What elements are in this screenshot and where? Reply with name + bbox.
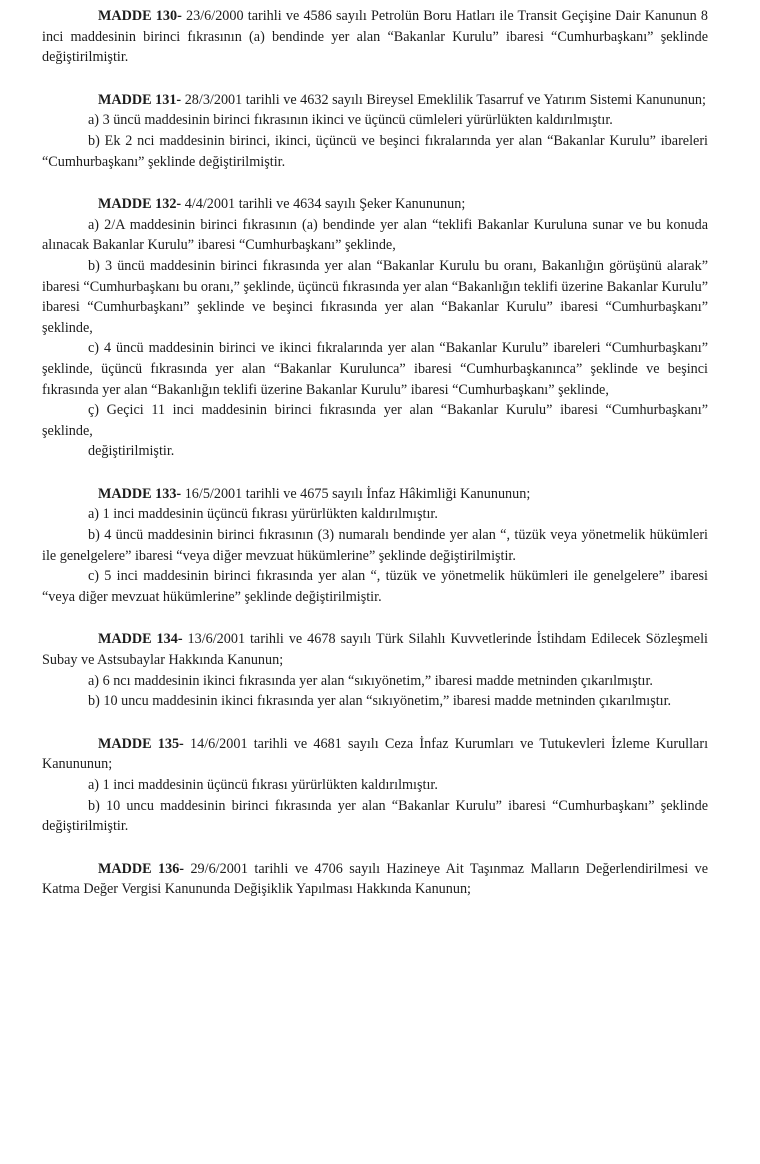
article-clause: b) 10 uncu maddesinin ikinci fıkrasında yer alan “sıkıyönetim,” ibaresi madde metninden çıkarılmıştır. xyxy=(88,693,672,710)
article-label: MADDE 135- xyxy=(98,735,184,752)
article-135 xyxy=(42,734,708,837)
article-intro-text: 28/3/2001 tarihli ve 4632 sayılı Bireysel Emeklilik Tasarruf ve Yatırım Sistemi Kanununun; xyxy=(184,91,706,108)
article-130 xyxy=(42,6,708,68)
article-clause: c) 4 üncü maddesinin birinci ve ikinci fıkralarında yer alan “Bakanlar Kurulu” ibareleri “Cumhurbaşkanı” şeklinde, üçüncü fıkrasında yer alan “Bakanlar Kurulunca” ibaresi “Cumhurbaşkanınca” şeklinde ve beşinci fıkrasında yer alan “Bakanlığın teklifi üzerine Bakanlar Kurulu” ibaresi “Cumhurbaşkanı” şeklinde, xyxy=(42,340,708,398)
article-intro-text: 13/6/2001 tarihli ve 4678 sayılı Türk Silahlı Kuvvetlerinde İstihdam Edilecek Sözleşmeli Subay ve Astsubaylar Hakkında Kanunun; xyxy=(42,631,708,669)
article-clause: değiştirilmiştir. xyxy=(88,443,175,460)
article-clause: ç) Geçici 11 inci maddesinin birinci fıkrasında yer alan “Bakanlar Kurulu” ibaresi “Cumhurbaşkanı” şeklinde, xyxy=(42,402,708,439)
article-clause: a) 3 üncü maddesinin birinci fıkrasının ikinci ve üçüncü cümleleri yürürlükten kaldırılmıştır. xyxy=(88,112,613,129)
article-label: MADDE 132- xyxy=(98,196,182,213)
article-intro-text: 29/6/2001 tarihli ve 4706 sayılı Hazineye Ait Taşınmaz Malların Değerlendirilmesi ve Katma Değer Vergisi Kanununda Değişiklik Yapılması Hakkında Kanunun; xyxy=(42,860,708,898)
article-intro-paragraph xyxy=(42,484,708,505)
article-clause: a) 1 inci maddesinin üçüncü fıkrası yürürlükten kaldırılmıştır. xyxy=(88,777,438,793)
article-intro-paragraph xyxy=(42,6,708,68)
article-intro-paragraph xyxy=(42,194,708,215)
article-clause: a) 1 inci maddesinin üçüncü fıkrası yürürlükten kaldırılmıştır. xyxy=(88,506,438,523)
article-132 xyxy=(42,194,708,462)
article-131 xyxy=(42,90,708,172)
article-clause: b) Ek 2 nci maddesinin birinci, ikinci, üçüncü ve beşinci fıkralarında yer alan “Bakanlar Kurulu” ibareleri “Cumhurbaşkanı” şeklinde değiştirilmiştir. xyxy=(42,132,708,170)
article-label: MADDE 130- xyxy=(98,8,182,24)
article-intro-text: 16/5/2001 tarihli ve 4675 sayılı İnfaz Hâkimliği Kanununun; xyxy=(184,485,531,502)
article-intro-paragraph xyxy=(42,734,708,775)
article-intro-paragraph xyxy=(42,629,708,670)
article-clause: c) 5 inci maddesinin birinci fıkrasında yer alan “, tüzük ve yönetmelik hükümleri ile genelgelere” ibaresi “veya diğer mevzuat hükümlerine” şeklinde değiştirilmiştir. xyxy=(42,568,708,605)
article-list xyxy=(42,6,708,900)
article-clause: b) 3 üncü maddesinin birinci fıkrasında yer alan “Bakanlar Kurulu bu oranı, Bakanlığın görüşünü alarak” ibaresi “Cumhurbaşkanı bu oranı,” şeklinde, üçüncü fıkrasında yer alan “Bakanlığın teklifi üzerine Bakanlar Kurulu” ibaresi “Cumhurbaşkanı” şeklinde ve beşinci fıkrasında yer alan “Bakanlar Kurulu” ibaresi “Cumhurbaşkanı” şeklinde, xyxy=(42,257,708,336)
article-label: MADDE 131- xyxy=(98,91,182,108)
article-133 xyxy=(42,484,708,608)
article-intro-text: 14/6/2001 tarihli ve 4681 sayılı Ceza İnfaz Kurumları ve Tutukevleri İzleme Kurulları Kanununun; xyxy=(42,735,709,773)
article-clause: a) 2/A maddesinin birinci fıkrasının (a) bendinde yer alan “teklifi Bakanlar Kuruluna sunar ve bu konuda alınacak Bakanlar Kurulu” ibaresi “Cumhurbaşkanı” şeklinde, xyxy=(42,216,708,254)
article-intro-text: 4/4/2001 tarihli ve 4634 sayılı Şeker Kanununun; xyxy=(184,196,466,213)
article-intro-text: 23/6/2000 tarihli ve 4586 sayılı Petrolün Boru Hatları ile Transit Geçişine Dair Kanunun 8 inci maddesinin birinci fıkrasının (a) bendinde yer alan “Bakanlar Kurulu” ibaresi “Cumhurbaşkanı” şeklinde değiştirilmiştir. xyxy=(42,8,709,66)
article-label: MADDE 133- xyxy=(98,485,182,502)
article-clause: a) 6 ncı maddesinin ikinci fıkrasında yer alan “sıkıyönetim,” ibaresi madde metninden çıkarılmıştır. xyxy=(88,672,653,689)
article-intro-paragraph xyxy=(42,90,708,111)
article-clause: b) 10 uncu maddesinin birinci fıkrasında yer alan “Bakanlar Kurulu” ibaresi “Cumhurbaşkanı” şeklinde değiştirilmiştir. xyxy=(42,797,708,835)
article-clause: b) 4 üncü maddesinin birinci fıkrasının (3) numaralı bendinde yer alan “, tüzük veya yönetmelik hükümleri ile genelgelere” ibaresi “veya diğer mevzuat hükümlerine” şeklinde değiştirilmiştir. xyxy=(42,527,708,564)
article-136 xyxy=(42,859,708,900)
article-intro-paragraph xyxy=(42,859,708,900)
article-134 xyxy=(42,629,708,711)
article-label: MADDE 134- xyxy=(98,631,183,648)
article-label: MADDE 136- xyxy=(98,860,185,877)
